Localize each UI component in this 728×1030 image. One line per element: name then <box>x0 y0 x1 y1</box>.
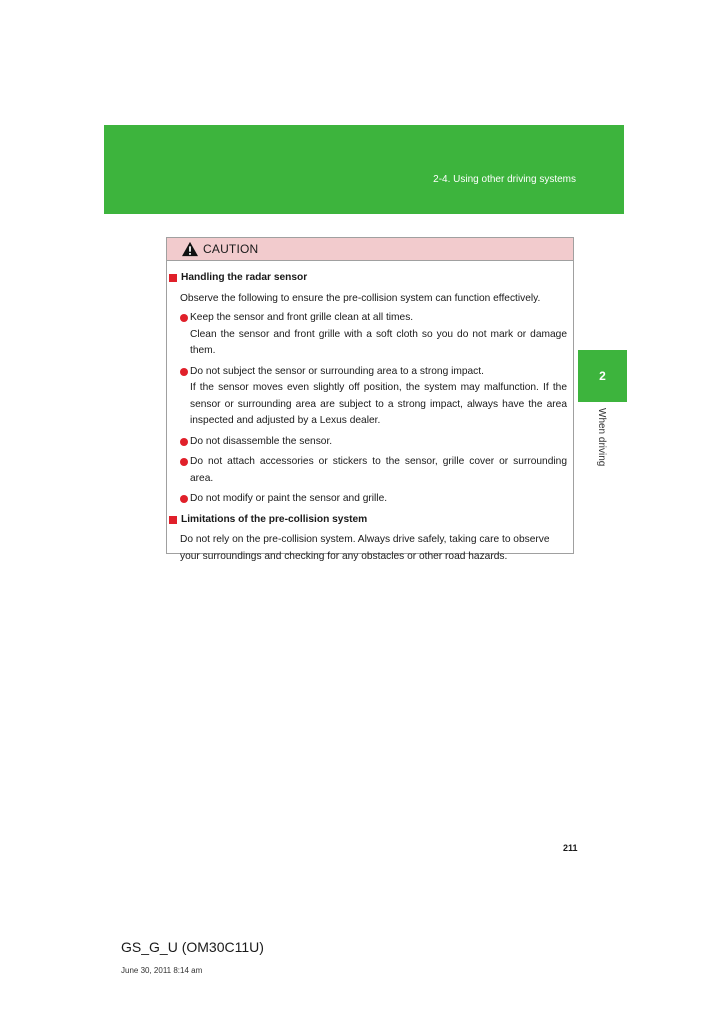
section-heading <box>169 512 569 529</box>
section-intro: Do not rely on the pre-collision system. Always drive safely, taking care to observe your surroundings and checking for any obstacles or other road hazards. <box>180 534 550 562</box>
bullet-text: Do not attach accessories or stickers to the sensor, grille cover or surrounding area. <box>190 456 567 484</box>
bullet-dot-icon <box>180 458 188 466</box>
caution-header <box>167 238 573 261</box>
bullet-text: Do not subject the sensor or surrounding area to a strong impact. <box>190 365 484 377</box>
bullet-text: Do not modify or paint the sensor and grille. <box>190 493 388 504</box>
warning-icon <box>181 241 199 257</box>
bullet-dot-icon <box>180 495 188 503</box>
chapter-label: When driving <box>596 408 607 467</box>
document-date: June 30, 2011 8:14 am <box>121 966 203 975</box>
header-band <box>104 125 624 214</box>
page-number: 211 <box>563 843 578 853</box>
bullet-text: Do not disassemble the sensor. <box>190 435 333 447</box>
section-heading-text: Limitations of the pre-collision system <box>181 513 368 525</box>
section-title: 2-4. Using other driving systems <box>433 174 576 185</box>
caution-body <box>167 261 573 565</box>
list-item <box>169 454 569 487</box>
bullet-detail: If the sensor moves even slightly off position, the system may malfunction. If the sensor or surrounding area are subject to a strong impact, always have the area inspected and adjusted by a Lexus dealer. <box>190 382 567 426</box>
document-code: GS_G_U (OM30C11U) <box>121 939 264 955</box>
list-item <box>169 491 569 508</box>
list-item <box>169 434 569 451</box>
caution-box <box>166 237 574 562</box>
chapter-tab[interactable]: 2 <box>578 350 627 402</box>
bullet-text: Keep the sensor and front grille clean at all times. <box>190 312 414 323</box>
bullet-dot-icon <box>180 314 188 322</box>
caution-title: CAUTION <box>203 242 259 256</box>
bullet-dot-icon <box>180 368 188 376</box>
section-heading-text: Handling the radar sensor <box>181 272 308 283</box>
list-item <box>169 364 569 430</box>
bullet-dot-icon <box>180 438 188 446</box>
list-item <box>169 310 569 360</box>
section-heading <box>169 270 569 287</box>
square-bullet-icon <box>169 516 177 524</box>
bullet-detail: Clean the sensor and front grille with a soft cloth so you do not mark or damage them. <box>190 328 567 356</box>
section-intro: Observe the following to ensure the pre-collision system can function effectively. <box>180 292 541 304</box>
square-bullet-icon <box>169 274 177 282</box>
